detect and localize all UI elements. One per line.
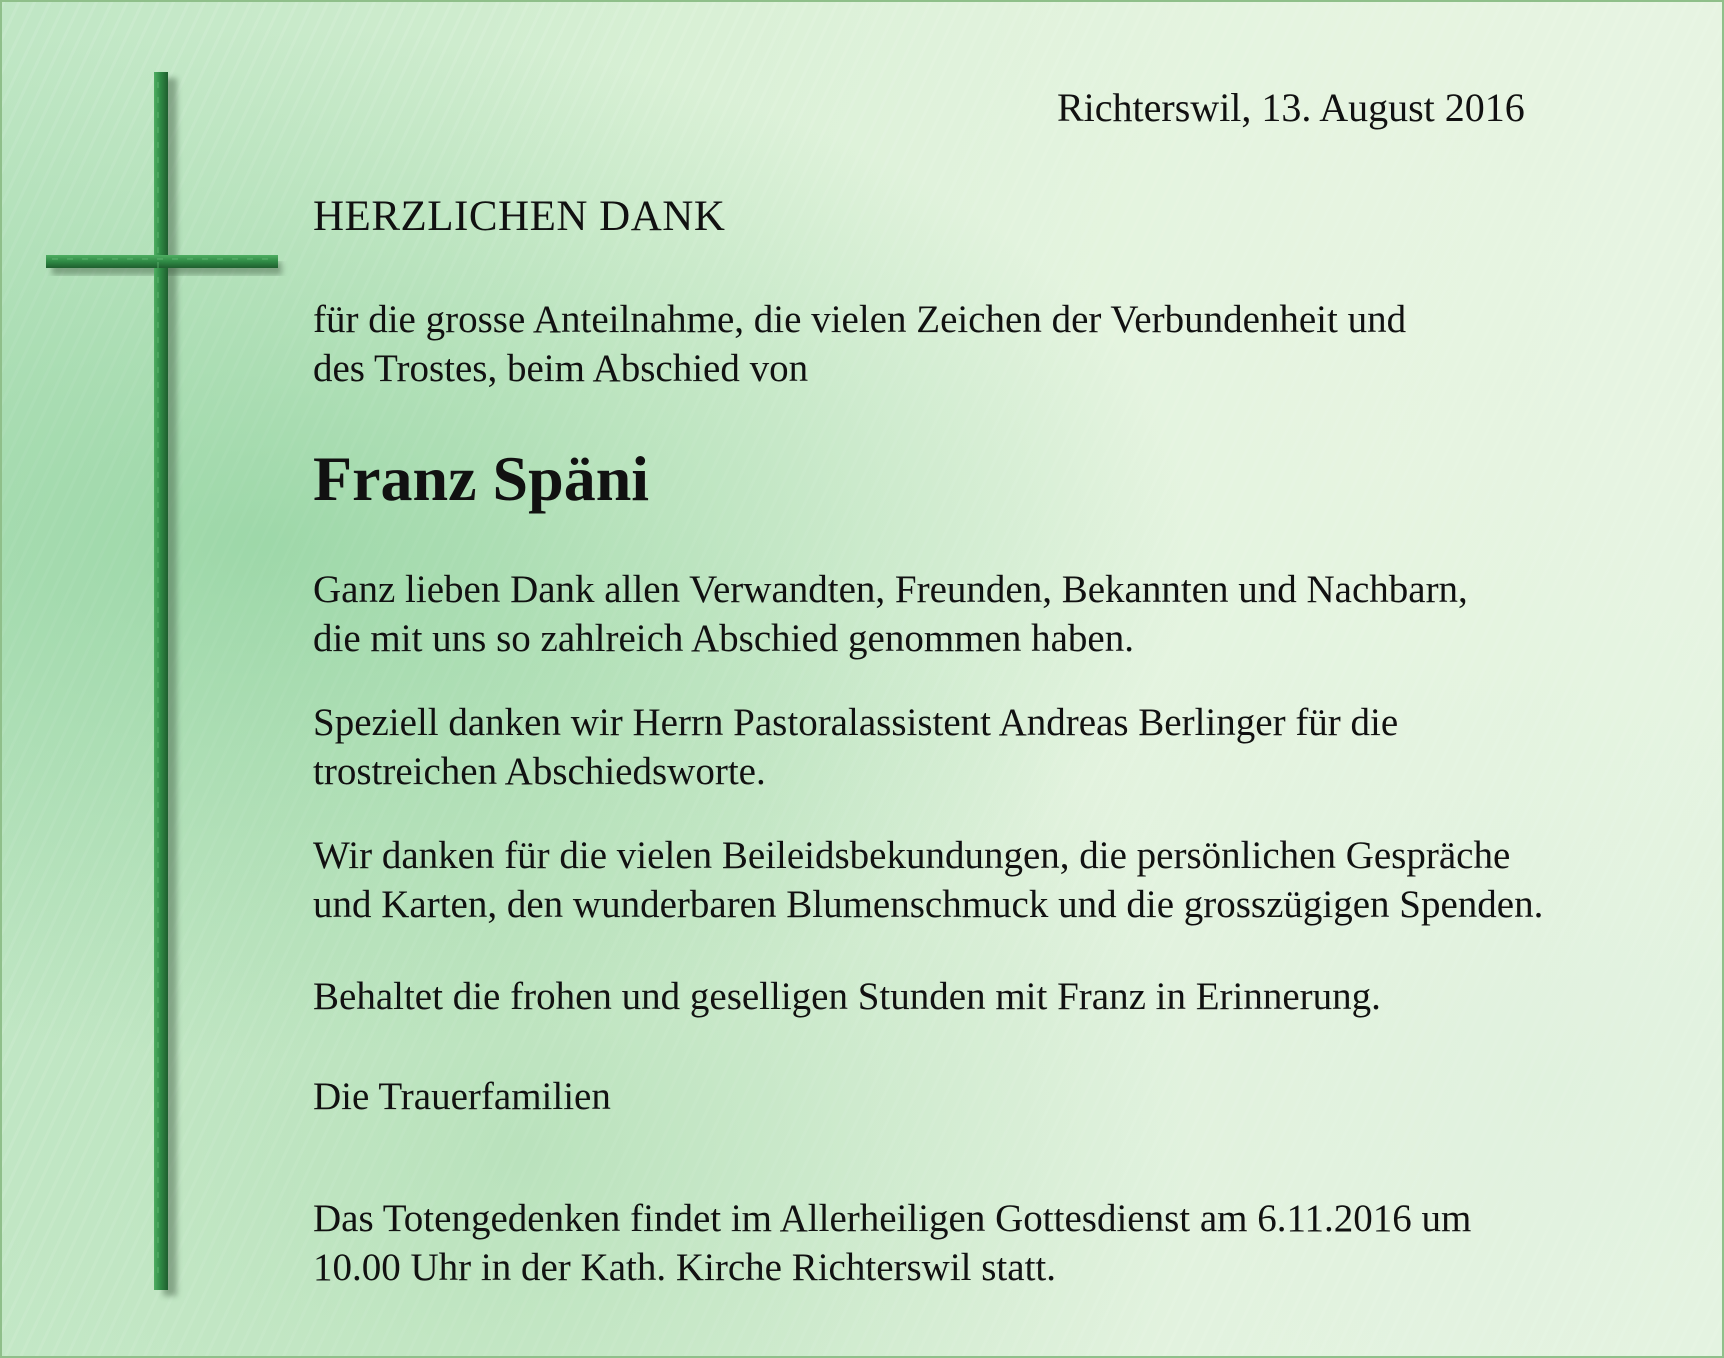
paragraph-line: Speziell danken wir Herrn Pastoralassistent Andreas Berlinger für die	[313, 701, 1399, 744]
paragraph-line: trostreichen Abschiedsworte.	[313, 750, 766, 793]
date-line: Richterswil, 13. August 2016	[1057, 85, 1525, 130]
paragraph-line: und Karten, den wunderbaren Blumenschmuck und die grosszügigen Spenden.	[313, 883, 1544, 926]
thanks-relatives-paragraph	[313, 565, 1468, 663]
paragraph-line: Ganz lieben Dank allen Verwandten, Freunden, Bekannten und Nachbarn,	[313, 568, 1468, 611]
paragraph-line: 10.00 Uhr in der Kath. Kirche Richterswil statt.	[313, 1246, 1056, 1289]
thanks-condolences-paragraph	[313, 831, 1543, 929]
paragraph-line: die mit uns so zahlreich Abschied genommen haben.	[313, 617, 1134, 660]
cross-icon	[2, 2, 322, 1322]
intro-line: für die grosse Anteilnahme, die vielen Zeichen der Verbundenheit und	[313, 298, 1407, 341]
memorial-service-paragraph	[313, 1194, 1471, 1292]
paragraph-line: Das Totengedenken findet im Allerheiligen Gottesdienst am 6.11.2016 um	[313, 1197, 1472, 1240]
thanks-pastoral-paragraph	[313, 698, 1398, 796]
intro-line: des Trostes, beim Abschied von	[313, 347, 809, 390]
intro-paragraph	[313, 295, 1406, 393]
deceased-name: Franz Späni	[313, 443, 650, 514]
paragraph-line: Wir danken für die vielen Beileidsbekundungen, die persönlichen Gespräche	[313, 834, 1511, 877]
signature: Die Trauerfamilien	[313, 1075, 611, 1118]
memory-paragraph: Behaltet die frohen und geselligen Stunden mit Franz in Erinnerung.	[313, 975, 1381, 1018]
notice-heading: HERZLICHEN DANK	[313, 193, 726, 240]
